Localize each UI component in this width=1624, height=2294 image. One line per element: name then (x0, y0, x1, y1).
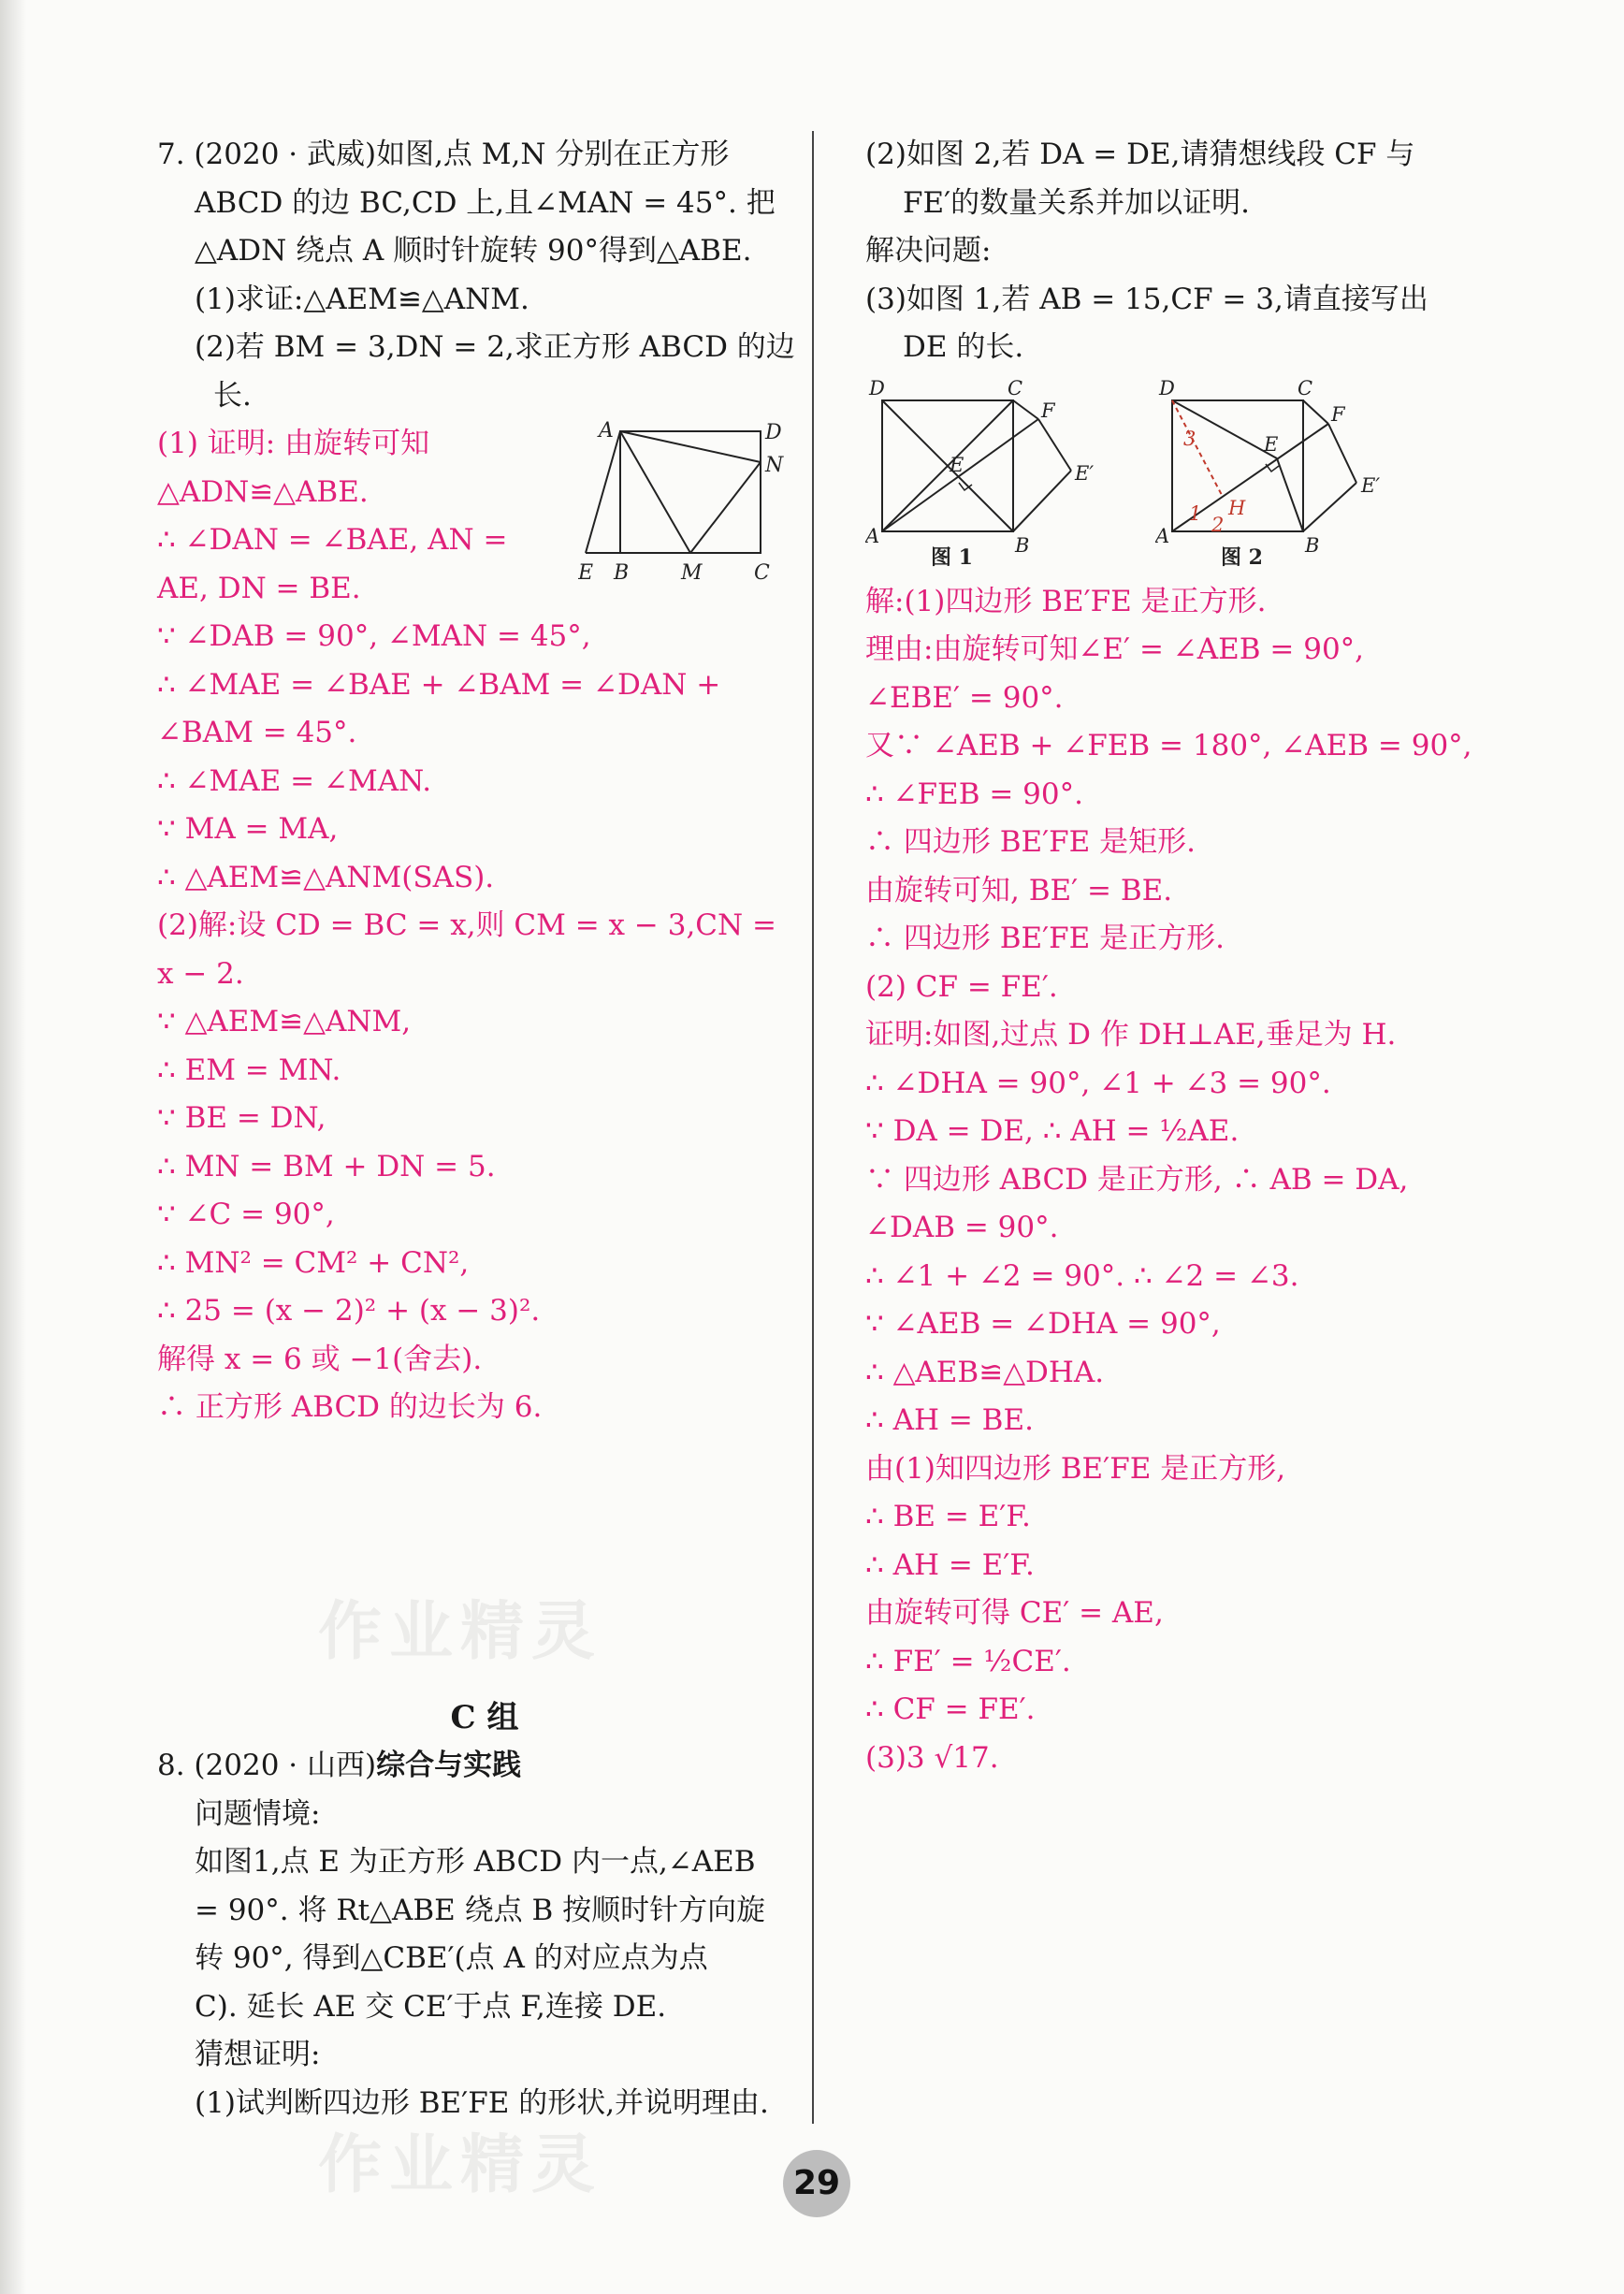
q8-answer-line: 理由:由旋转可知∠E′ = ∠AEB = 90°, (865, 632, 1365, 666)
fig-label: A (599, 420, 614, 443)
q7-answer-line: ∴ ∠DAN = ∠BAE, AN = (157, 523, 508, 557)
q8-cont-line: (2)如图 2,若 DA = DE,请猜想线段 CF 与 (865, 138, 1415, 171)
q7-answer-line: 解得 x = 6 或 −1(舍去). (157, 1342, 483, 1376)
q8-answer-line: ∴ ∠1 + ∠2 = 90°. ∴ ∠2 = ∠3. (865, 1258, 1299, 1293)
q8-answer-line: (3)3 √17. (865, 1740, 999, 1775)
q7-line: ABCD 的边 BC,CD 上,且∠MAN = 45°. 把 (195, 185, 776, 220)
q7-answer-line: AE, DN = BE. (157, 571, 361, 605)
fig-label: E′ (1361, 473, 1381, 497)
q8-answer-line: ∴ AH = E′F. (865, 1547, 1035, 1582)
q8-cont-line: FE′的数量关系并加以证明. (903, 185, 1251, 220)
q7-answer-line: ∠BAM = 45°. (157, 716, 357, 749)
fig-label: D (765, 421, 782, 444)
q7-answer-line: x − 2. (157, 956, 244, 991)
figure-1-caption: 图 1 (931, 544, 973, 570)
q7-answer-line: △ADN≌△ABE. (157, 474, 369, 509)
fig-label: C (1298, 376, 1313, 399)
fig-label: B (1305, 533, 1320, 557)
fig-label: E (578, 561, 594, 585)
q8-answer-line: ∴ BE = E′F. (865, 1500, 1031, 1533)
q8-answer-line: (2) CF = FE′. (865, 969, 1058, 1004)
q7-answer-line: ∵ ∠C = 90°, (157, 1198, 335, 1231)
q7-part2: (2)若 BM = 3,DN = 2,求正方形 ABCD 的边 (195, 330, 795, 364)
fig-label: H (1228, 496, 1246, 519)
fig-label: M (681, 561, 703, 585)
q7-answer-line: ∵ BE = DN, (157, 1101, 326, 1135)
q8-line: C). 延长 AE 交 CE′于点 F,连接 DE. (195, 1989, 667, 2024)
fig-label: B (1015, 533, 1030, 557)
figure-1 (865, 372, 1137, 574)
figure-2 (1155, 372, 1427, 574)
fig-label: E (950, 453, 964, 476)
figure-2-caption: 图 2 (1221, 544, 1263, 570)
q8-answer-line: ∠DAB = 90°. (865, 1211, 1059, 1244)
q8-answer-line: 解:(1)四边形 BE′FE 是正方形. (865, 584, 1267, 618)
group-title: C 组 (450, 1698, 519, 1736)
q7-answer-line: ∴ ∠MAE = ∠MAN. (157, 763, 432, 798)
q7-answer-line: ∴ EM = MN. (157, 1053, 341, 1087)
q7-figure (578, 420, 812, 588)
q8-line: 问题情境: (195, 1796, 321, 1831)
fig-label: 2 (1211, 513, 1225, 536)
q7-answer-block (157, 420, 812, 1432)
page-edge-shadow (0, 0, 26, 2294)
q7-answer-line: (2)解:设 CD = BC = x,则 CM = x − 3,CN = (157, 908, 776, 942)
page-number: 29 (783, 2150, 850, 2217)
q7-answer-line: ∵ ∠DAB = 90°, ∠MAN = 45°, (157, 619, 591, 653)
q8-answer-line: 由(1)知四边形 BE′FE 是正方形, (865, 1451, 1286, 1486)
q7-answer-line: ∵ MA = MA, (157, 812, 339, 846)
q8-line: 如图1,点 E 为正方形 ABCD 内一点,∠AEB (195, 1845, 756, 1879)
fig-label: A (1155, 524, 1170, 547)
q8-answer-line: ∵ DA = DE, ∴ AH = ½AE. (865, 1114, 1240, 1148)
q8-answer-line: 由旋转可知, BE′ = BE. (865, 873, 1173, 907)
q8-line: = 90°. 将 Rt△ABE 绕点 B 按顺时针方向旋 (195, 1893, 766, 1927)
watermark: 作业精灵 (318, 2128, 603, 2202)
fig-label: B (614, 561, 630, 585)
q8-number: 8. (2020 · 山西) (157, 1749, 377, 1782)
fig-label: 3 (1183, 427, 1196, 450)
right-column (865, 131, 1483, 1782)
fig-label: D (869, 376, 885, 399)
q7-part1: (1)求证:△AEM≌△ANM. (195, 282, 529, 316)
fig-label: A (865, 524, 880, 547)
fig-label: E′ (1075, 461, 1095, 485)
q7-answer-line: ∴ 25 = (x − 2)² + (x − 3)². (157, 1294, 541, 1328)
left-column (157, 131, 812, 2127)
q8-answer-line: ∴ CF = FE′. (865, 1692, 1036, 1726)
fig-label: C (754, 561, 770, 585)
q8-answer-line: 由旋转可得 CE′ = AE, (865, 1596, 1164, 1630)
fig-label: F (1331, 402, 1345, 426)
q8-answer-line: ∴ ∠FEB = 90°. (865, 777, 1083, 811)
q7-answer-line: ∴ ∠MAE = ∠BAE + ∠BAM = ∠DAN + (157, 667, 721, 702)
q8-answer-line: ∴ AH = BE. (865, 1403, 1034, 1437)
watermark: 作业精灵 (318, 1595, 603, 1669)
q8-answer-line: ∴ ∠DHA = 90°, ∠1 + ∠3 = 90°. (865, 1066, 1331, 1100)
fig-label: F (1041, 399, 1055, 422)
column-divider (812, 131, 814, 2124)
fig-label: C (1008, 376, 1023, 399)
q7-answer-line: ∴ △AEM≌△ANM(SAS). (157, 860, 495, 894)
q8-answer-line: ∴ 四边形 BE′FE 是矩形. (865, 825, 1196, 859)
q7-line: △ADN 绕点 A 顺时针旋转 90°得到△ABE. (195, 234, 752, 268)
q8-answer-line: 证明:如图,过点 D 作 DH⊥AE,垂足为 H. (865, 1018, 1397, 1052)
q8-answer-line: 又∵ ∠AEB + ∠FEB = 180°, ∠AEB = 90°, (865, 729, 1472, 762)
q8-line: (1)试判断四边形 BE′FE 的形状,并说明理由. (195, 2085, 769, 2120)
q8-line: 猜想证明: (195, 2038, 321, 2071)
q8-answer-line: ∠EBE′ = 90°. (865, 680, 1064, 715)
q8-header (157, 1742, 812, 1791)
q8-answer-line: ∴ 四边形 BE′FE 是正方形. (865, 922, 1225, 955)
fig-label: D (1159, 376, 1175, 399)
q8-answer-line: ∴ △AEB≌△DHA. (865, 1355, 1105, 1389)
q8-cont-line: (3)如图 1,若 AB = 15,CF = 3,请直接写出 (865, 282, 1428, 316)
q7-part2-cont: 长. (213, 378, 252, 413)
q7-answer-line: ∴ 正方形 ABCD 的边长为 6. (157, 1390, 543, 1424)
fig-label: 1 (1189, 501, 1202, 525)
q8-cont-line: DE 的长. (903, 330, 1024, 364)
q7-answer-line: ∵ △AEM≌△ANM, (157, 1005, 412, 1038)
q8-topic: 综合与实践 (376, 1749, 522, 1782)
q7-answer-line: ∴ MN = BM + DN = 5. (157, 1149, 496, 1183)
fig-label: E (1264, 432, 1279, 456)
q8-cont-line: 解决问题: (865, 234, 992, 268)
q8-line: 转 90°, 得到△CBE′(点 A 的对应点为点 (195, 1941, 708, 1975)
figures-row (865, 372, 1483, 578)
q8-answer-line: ∴ FE′ = ½CE′. (865, 1644, 1071, 1678)
fig-label: N (765, 454, 784, 477)
q7-answer-line: (1) 证明: 由旋转可知 (157, 427, 430, 460)
q8-answer-line: ∵ ∠AEB = ∠DHA = 90°, (865, 1307, 1221, 1341)
q7-header: 7. (2020 · 武威)如图,点 M,N 分别在正方形 (157, 138, 730, 171)
q7-answer-line: ∴ MN² = CM² + CN², (157, 1245, 470, 1280)
q8-answer-line: ∵ 四边形 ABCD 是正方形, ∴ AB = DA, (865, 1162, 1409, 1197)
